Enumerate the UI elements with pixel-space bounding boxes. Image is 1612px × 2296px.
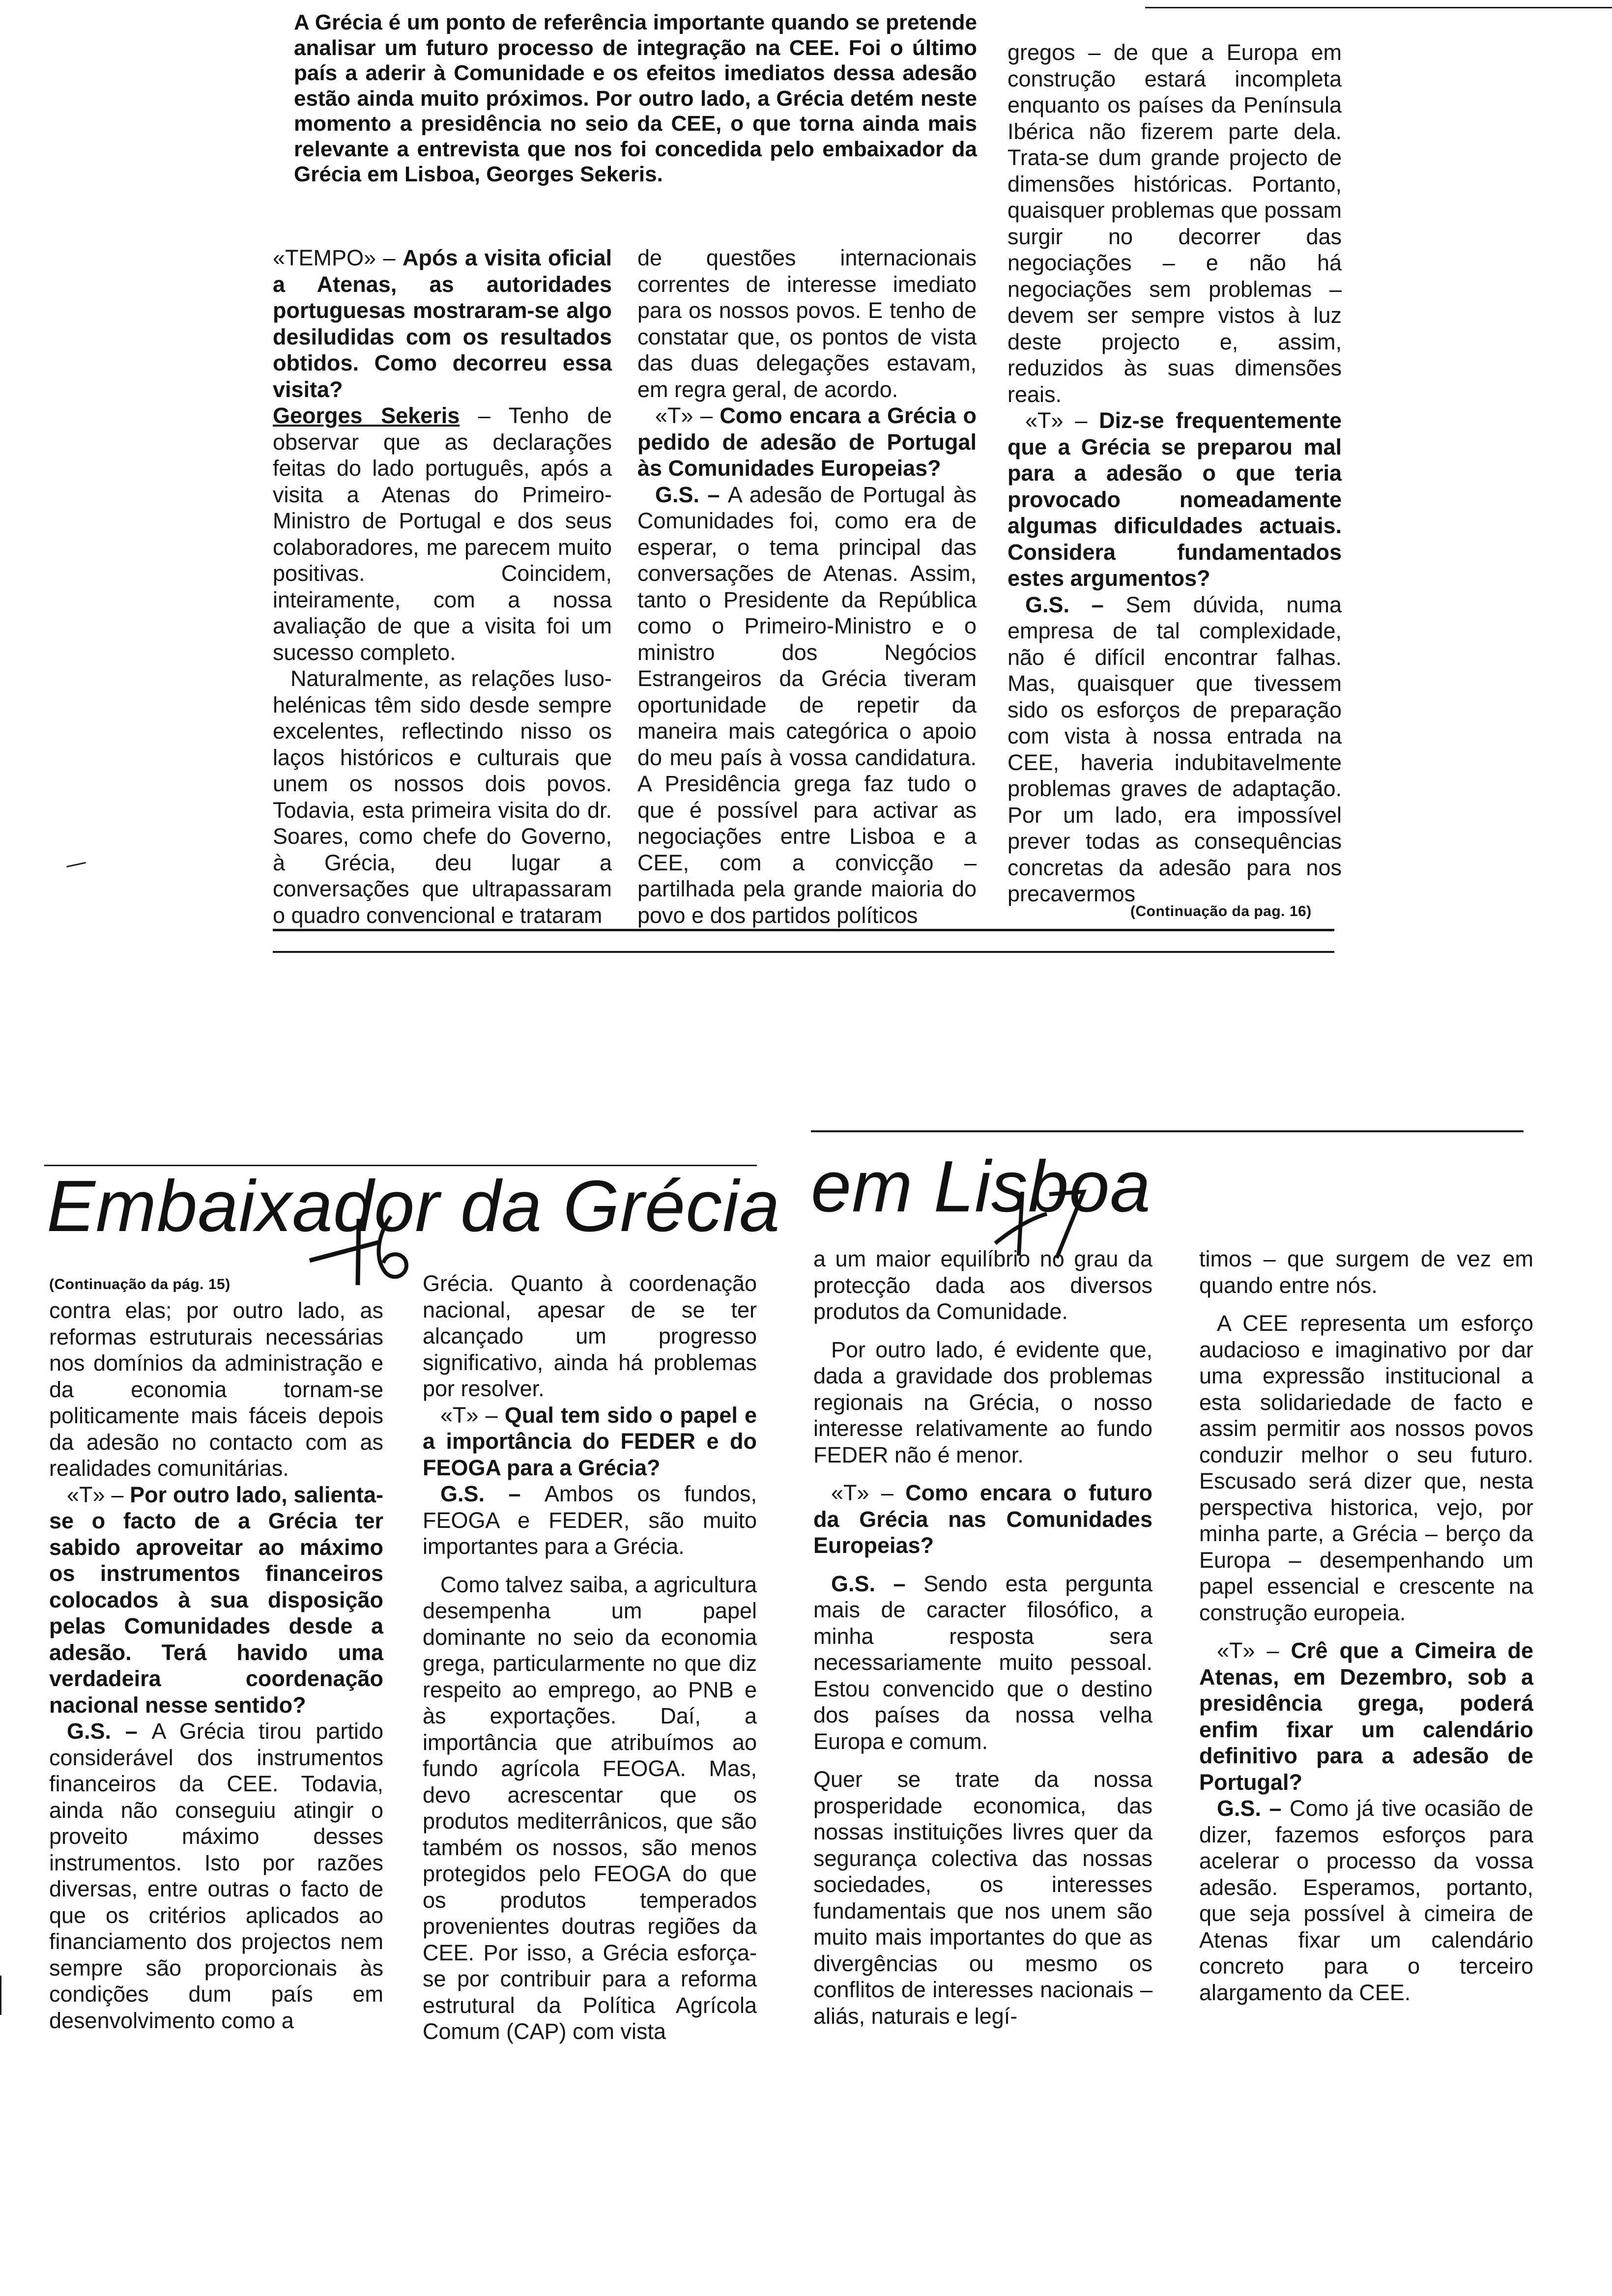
scan-edge-mark [0, 1976, 1, 2015]
top-column-2 [637, 245, 977, 928]
question-label: «T» – [655, 403, 720, 428]
bottom-column-4 [1199, 1246, 1533, 2006]
question-label: «T» – [831, 1480, 906, 1505]
paragraph: Naturalmente, as relações luso-helénicas têm sido desde sempre excelentes, reflectindo nisso os laços históricos e culturais que unem os nossos dois povos. Todavia, esta primeira visita do dr. Soares, como chefe do Governo, à Grécia, deu lugar a conversações que ultrapassaram o quadro convencional e trataram [273, 666, 612, 928]
bottom-column-3 [813, 1246, 1152, 2029]
answer-1 [273, 402, 612, 665]
paragraph: timos – que surgem de vez em quando entre nós. [1199, 1246, 1533, 1298]
answer-label: G.S. – [1217, 1796, 1290, 1821]
paragraph: de questões internacionais correntes de interesse imediato para os nossos povos. E tenho de constatar que, os pontos de vista das duas delegações estavam, em regra geral, de acordo. [637, 245, 977, 402]
headline-rule-right [811, 1130, 1524, 1132]
answer-text: A adesão de Portugal às Comunidades foi, como era de esperar, o tema principal das conversações de Atenas. Assim, tanto o Presidente da República como o Primeiro-Ministro e o ministro dos Negócios Estrangeiros da Grécia tiveram oportunidade de repetir da maneira mais categórica o apoio do meu país à vossa candidatura. A Presidência grega faz tudo o que é possível para activar as negociações entre Lisboa e a CEE, com a convicção – partilhada pela grande maioria do povo e dos partidos políticos [637, 482, 977, 928]
answer-text: – Tenho de observar que as declarações feitas do lado português, após a visita a Atenas do Primeiro-Ministro de Portugal e dos seus colaboradores, me parecem muito positivas. Coincidem, inteiramente, com a nossa avaliação de que a visita foi um sucesso completo. [273, 403, 612, 665]
answer-text: Como já tive ocasião de dizer, fazemos esforços para acelerar o processo da vossa adesão. Esperamos, portanto, que seja possível à cimeira de Atenas fixar um calendário concreto para o terceiro alargamento da CEE. [1199, 1796, 1533, 2005]
bottom-column-1 [49, 1297, 383, 2034]
question-7 [1199, 1637, 1533, 1795]
bottom-column-2 [423, 1270, 757, 2045]
question-label: «T» – [1217, 1638, 1291, 1663]
answer-6 [813, 1571, 1152, 1755]
question-5 [423, 1402, 757, 1481]
article-intro: A Grécia é um ponto de referência importante quando se pretende analisar um futuro processo de integração na CEE. Foi o último país a aderir à Comunidade e os efeitos imediatos dessa adesão estão ainda muito próximos. Por outro lado, a Grécia detém neste momento a presidência no seio da CEE, o que torna ainda mais relevante a entrevista que nos foi concedida pelo embaixador da Grécia em Lisboa, Georges Sekeris. [294, 10, 977, 186]
question-text: Como encara o futuro da Grécia nas Comunidades Europeias? [813, 1480, 1152, 1558]
top-right-rule [1145, 7, 1612, 8]
answer-text: Sendo esta pergunta mais de caracter filosófico, a minha resposta sera necessariamente muito pessoal. Estou convencido que o destino dos países da nossa velha Europa e comum. [813, 1571, 1152, 1754]
question-6 [813, 1480, 1152, 1559]
question-2 [637, 402, 977, 482]
question-4 [49, 1482, 383, 1719]
answer-label: Georges Sekeris [273, 403, 460, 428]
answer-text: Ambos os fundos, FEOGA e FEDER, são muito importantes para a Grécia. [423, 1481, 757, 1559]
paragraph: Grécia. Quanto à coordenação nacional, apesar de se ter alcançado um progresso significativo, ainda há problemas por resolver. [423, 1271, 757, 1401]
question-label: «TEMPO» – [273, 245, 403, 270]
answer-label: G.S. – [67, 1719, 152, 1744]
answer-text: Sem dúvida, numa empresa de tal complexidade, não é difícil encontrar falhas. Mas, quaisquer que tivessem sido os esforços de preparação com vista à nossa entrada na CEE, haveria indubitavelmente problemas graves de adaptação. Por um lado, era impossível prever todas as consequências concretas da adesão para nos precavermos [1008, 592, 1342, 906]
question-label: «T» – [67, 1482, 130, 1507]
paragraph: a um maior equilíbrio no grau da protecção dada aos diversos produtos da Comunidade. [813, 1246, 1152, 1324]
answer-label: G.S. – [831, 1571, 924, 1596]
paragraph: gregos – de que a Europa em construção estará incompleta enquanto os países da Península Ibérica não fizerem parte dela. Trata-se dum grande projecto de dimensões históricas. Portanto, quaisquer problemas que possam surgir no decorrer das negociações – e não há negociações sem problemas – devem ser sempre vistos à luz deste projecto e, assim, reduzidos às suas dimensões reais. [1008, 40, 1342, 407]
question-text: Qual tem sido o papel e a importância do FEDER e do FEOGA para a Grécia? [423, 1402, 757, 1480]
question-text: Por outro lado, salienta-se o facto de a Grécia ter sabido aproveitar ao máximo os instrumentos financeiros colocados à sua disposição pelas Comunidades desde a adesão. Terá havido uma verdadeira coordenação nacional nesse sentido? [49, 1482, 384, 1718]
continuation-note-top: (Continuação da pag. 16) [1130, 903, 1312, 919]
question-label: «T» – [440, 1402, 505, 1428]
question-text: Após a visita oficial a Atenas, as autoridades portuguesas mostraram-se algo desiludidas com os resultados obtidos. Como decorreu essa visita? [273, 245, 612, 402]
question-text: Diz-se frequentemente que a Grécia se preparou mal para a adesão o que teria provocado nomeadamente algumas dificuldades actuais. Considera fundamentados estes argumentos? [1008, 408, 1342, 591]
answer-2 [637, 482, 977, 929]
top-bottom-rule-1 [273, 929, 1334, 931]
question-label: «T» – [1025, 408, 1099, 433]
question-3 [1008, 407, 1342, 592]
paragraph: A CEE representa um esforço audacioso e imaginativo por dar uma expressão institucional a esta solidariedade de facto e assim permitir aos nossos povos conduzir melhor o seu futuro. Escusado será dizer que, nesta perspectiva historica, vejo, por minha parte, a Grécia – berço da Europa – desempenhando um papel essencial e crescente na construção europeia. [1199, 1311, 1533, 1625]
answer-4 [49, 1718, 383, 2034]
answer-label: G.S. – [1025, 592, 1126, 617]
scan-edge-mark [66, 862, 86, 867]
top-column-3 [1008, 39, 1342, 907]
answer-text: A Grécia tirou partido considerável dos instrumentos financeiros da CEE. Todavia, ainda não conseguiu atingir o proveito máximo desses instrumentos. Isto por razões diversas, entre outras o facto de que os critérios aplicados ao financiamento dos projectos nem sempre são proporcionais às condições dum país em desenvolvimento como a [49, 1719, 383, 2033]
question-text: Crê que a Cimeira de Atenas, em Dezembro, sob a presidência grega, poderá enfim fixar um calendário definitivo para a adesão de Portugal? [1199, 1638, 1534, 1795]
top-column-1 [273, 245, 612, 928]
answer-label: G.S. – [655, 482, 728, 507]
answer-5 [423, 1481, 757, 1560]
top-bottom-rule-2 [273, 951, 1334, 953]
paragraph: Por outro lado, é evidente que, dada a gravidade dos problemas regionais na Grécia, o nosso interesse relativamente ao fundo FEDER não é menor. [813, 1337, 1152, 1467]
paragraph: Como talvez saiba, a agricultura desempenha um papel dominante no seio da economia grega, particularmente no que diz respeito ao emprego, ao PNB e às exportações. Daí, a importância que atribuímos ao fundo agrícola FEOGA. Mas, devo acrescentar que os produtos mediterrânicos, que são também os nossos, são menos protegidos pelo FEOGA do que os produtos temperados provenientes doutras regiões da CEE. Por isso, a Grécia esforça-se por contribuir para a reforma estrutural da Política Agrícola Comum (CAP) com vista [423, 1572, 757, 2044]
question-text: Como encara a Grécia o pedido de adesão de Portugal às Comunidades Europeias? [637, 403, 977, 481]
handwritten-page-mark-16 [305, 1199, 432, 1297]
continuation-note-bottom: (Continuação da pág. 15) [49, 1276, 230, 1292]
paragraph: Quer se trate da nossa prosperidade economica, das nossas instituições livres quer da segurança colectiva das nossas sociedades, os interesses fundamentais que nos unem são muito mais importantes do que as divergências ou mesmo os conflitos de interesses nacionais – aliás, naturais e legí- [813, 1767, 1152, 2029]
answer-3 [1008, 592, 1342, 907]
headline-left: Embaixador da Grécia [47, 1166, 780, 1247]
answer-7 [1199, 1795, 1533, 2006]
question-1 [273, 245, 612, 402]
paragraph: contra elas; por outro lado, as reformas estruturais necessárias nos domínios da administração e da economia tornam-se politicamente mais fáceis depois da adesão no contacto com as realidades comunitárias. [49, 1298, 383, 1481]
answer-label: G.S. – [440, 1481, 545, 1506]
headline-right: em Lisboa [811, 1146, 1151, 1227]
